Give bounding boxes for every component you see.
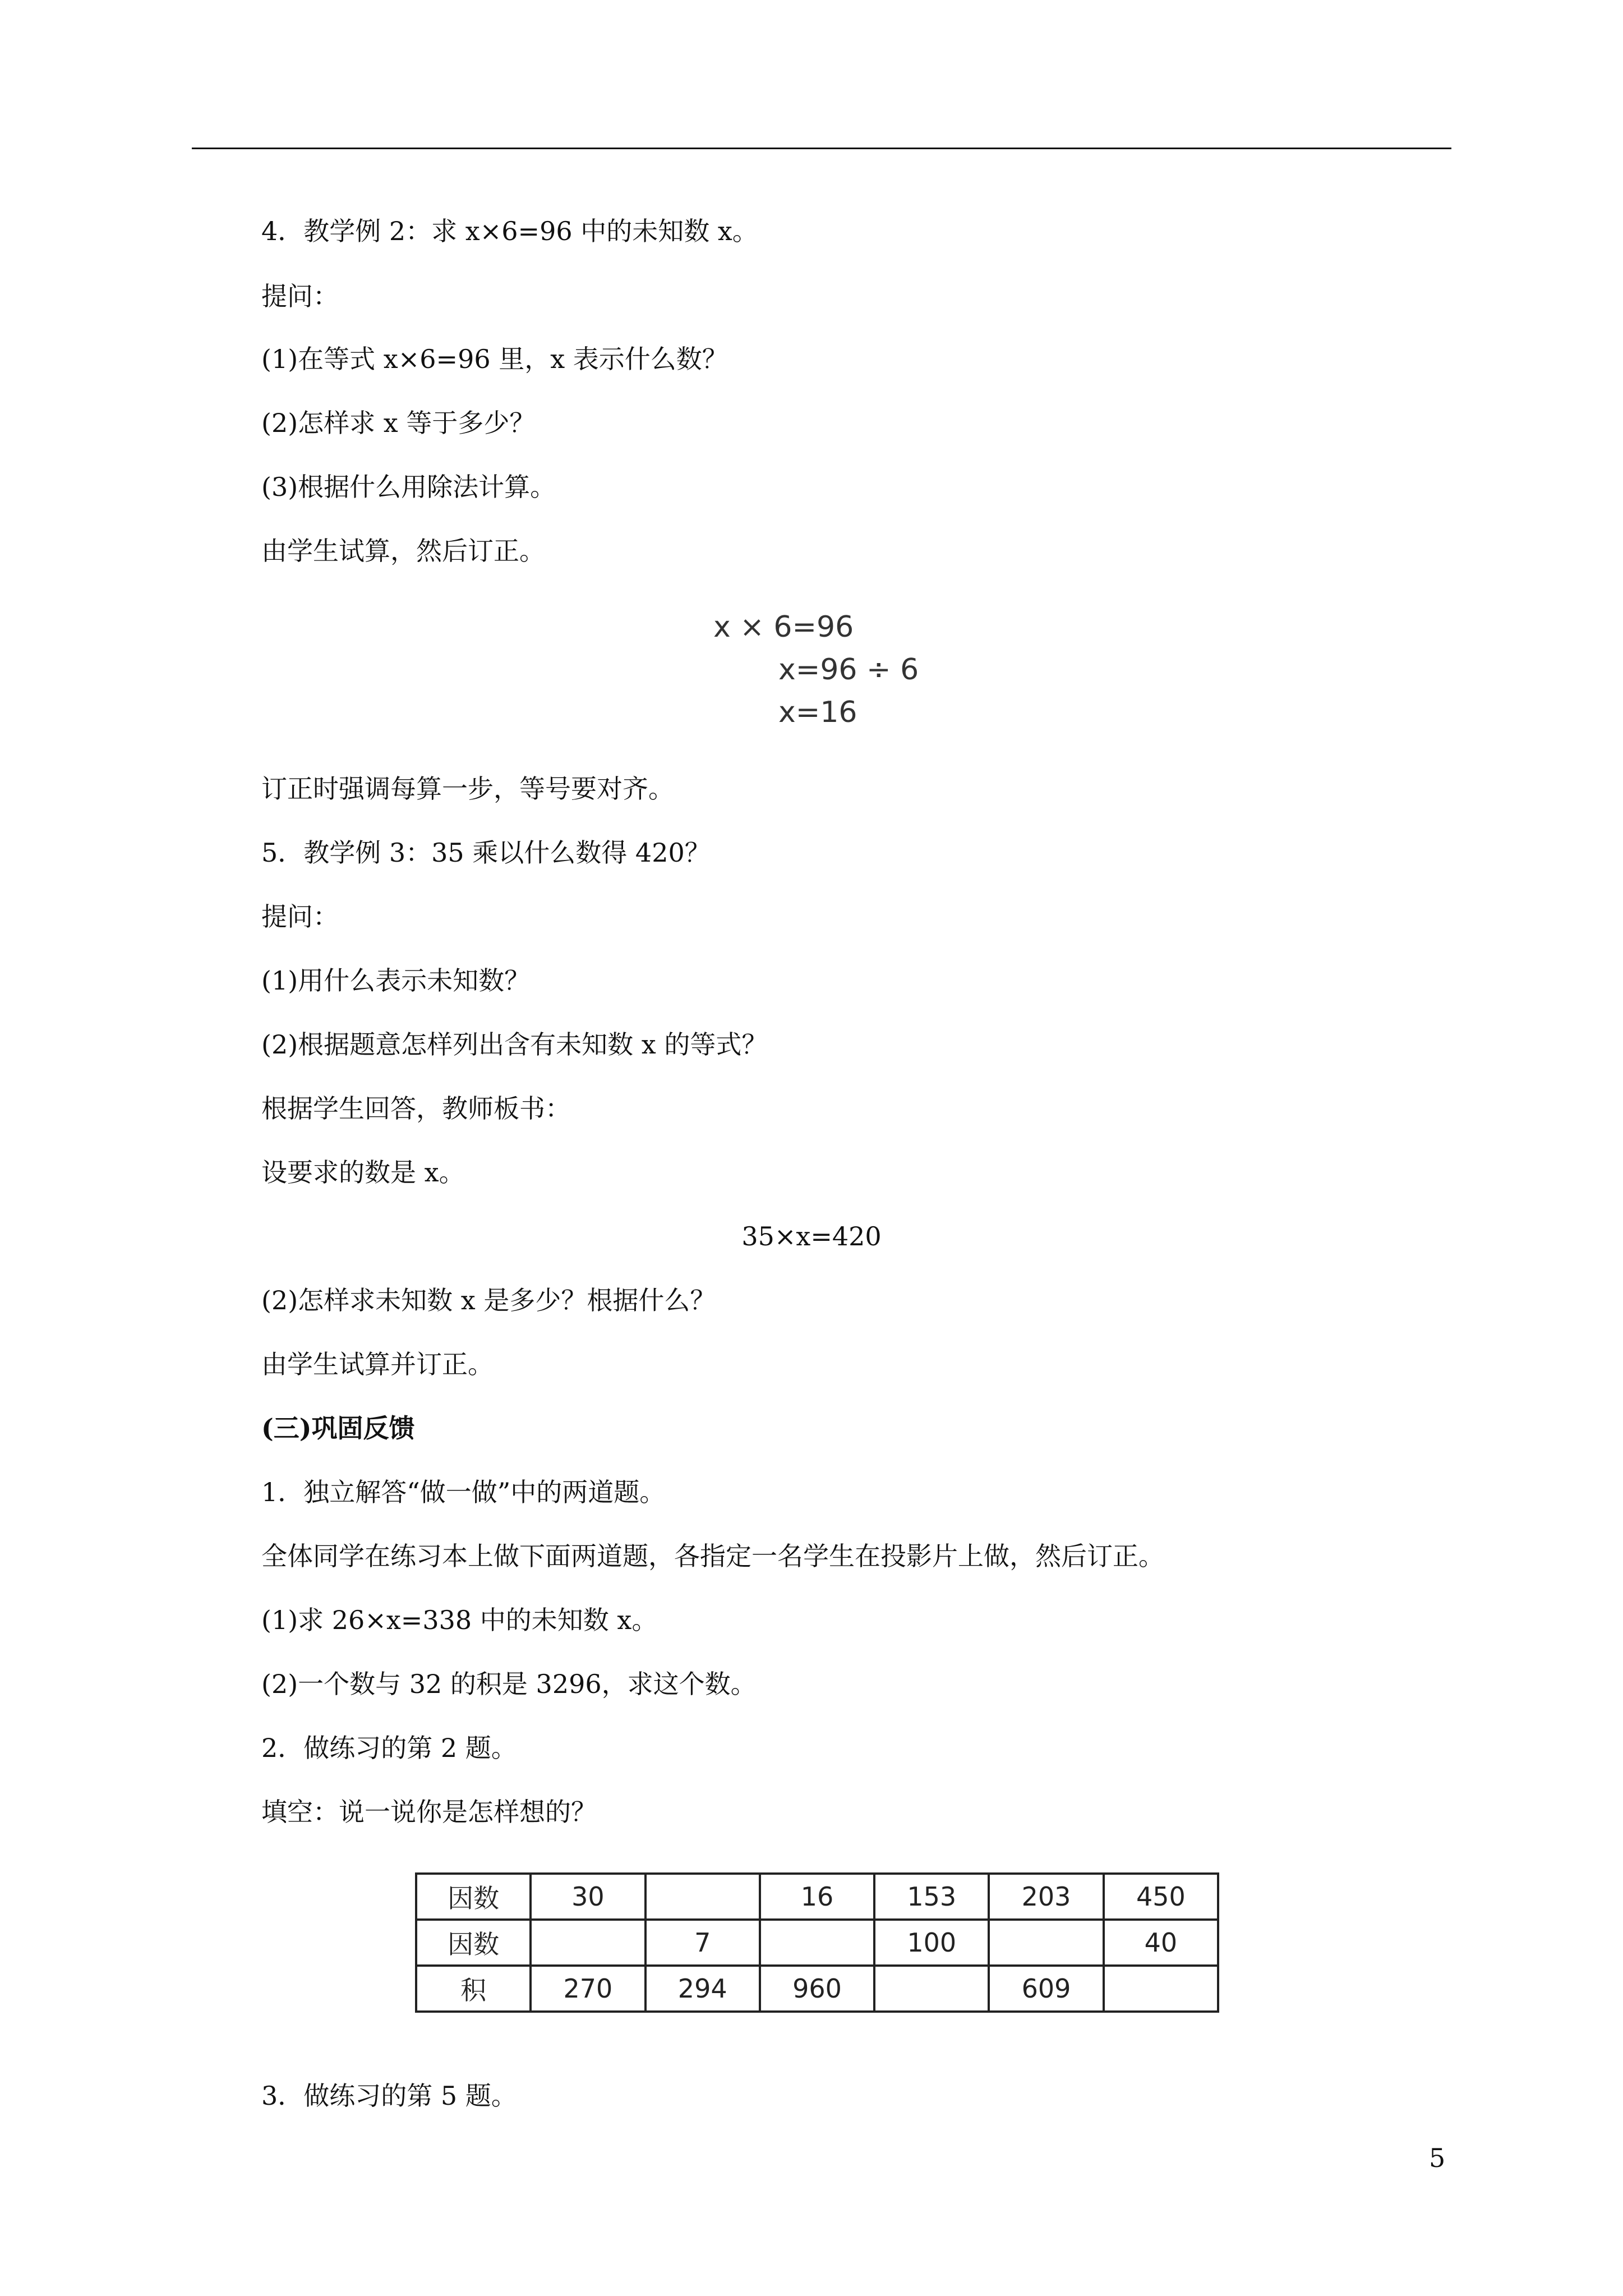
question-equation: (2)根据题意怎样列出含有未知数 x 的等式？	[261, 1029, 768, 1060]
header-rule	[192, 148, 1451, 149]
equation-35x: 35×x=420	[741, 1221, 882, 1251]
table-cell: 30	[531, 1874, 645, 1920]
table-cell: 40	[1104, 1920, 1218, 1966]
exercise-2: 2．做练习的第 2 题。	[261, 1733, 517, 1763]
table-row	[416, 1966, 1218, 2012]
question-unknown: (1)用什么表示未知数？	[261, 965, 531, 996]
teacher-board-text: 根据学生回答，教师板书：	[261, 1093, 571, 1124]
table-cell: 609	[989, 1966, 1103, 2012]
table-cell: 7	[645, 1920, 760, 1966]
question-3: (3)根据什么用除法计算。	[261, 472, 556, 502]
table-cell	[1104, 1966, 1218, 2012]
table-cell: 270	[531, 1966, 645, 2012]
exercise-1-problem-1: (1)求 26×x=338 中的未知数 x。	[261, 1605, 658, 1635]
table-cell: 16	[760, 1874, 874, 1920]
table-cell: 450	[1104, 1874, 1218, 1920]
let-x-text: 设要求的数是 x。	[261, 1157, 465, 1188]
equation-line-2: x=96 ÷ 6	[778, 653, 919, 687]
table-row	[416, 1874, 1218, 1920]
page-number: 5	[1429, 2143, 1446, 2173]
table-cell	[989, 1920, 1103, 1966]
exercise-1-problem-2: (2)一个数与 32 的积是 3296，求这个数。	[261, 1669, 757, 1699]
question-1: (1)在等式 x×6=96 里，x 表示什么数？	[261, 344, 728, 374]
exercise-1-instruction: 全体同学在练习本上做下面两道题，各指定一名学生在投影片上做，然后订正。	[261, 1541, 1164, 1571]
row-label: 积	[416, 1966, 531, 2012]
question-solve-x: (2)怎样求未知数 x 是多少？根据什么？	[261, 1285, 716, 1315]
question-label-2: 提问：	[261, 901, 339, 932]
table-cell: 100	[874, 1920, 989, 1966]
table-cell: 203	[989, 1874, 1103, 1920]
equation-line-3: x=16	[778, 696, 857, 729]
question-label: 提问：	[261, 281, 339, 311]
correction-note: 订正时强调每算一步，等号要对齐。	[261, 774, 674, 804]
table-cell	[760, 1920, 874, 1966]
table-cell: 294	[645, 1966, 760, 2012]
table-cell: 960	[760, 1966, 874, 2012]
student-trial-text: 由学生试算，然后订正。	[261, 536, 545, 566]
equation-line-1: x × 6=96	[713, 610, 854, 644]
exercise-3: 3．做练习的第 5 题。	[261, 2081, 517, 2111]
question-2: (2)怎样求 x 等于多少？	[261, 408, 536, 438]
example-3-heading: 5．教学例 3：35 乘以什么数得 420？	[261, 838, 711, 868]
table-cell	[645, 1874, 760, 1920]
table-cell: 153	[874, 1874, 989, 1920]
section-heading: (三)巩固反馈	[261, 1413, 415, 1443]
row-label: 因数	[416, 1874, 531, 1920]
student-trial-text-2: 由学生试算并订正。	[261, 1349, 494, 1379]
factor-product-table	[415, 1872, 1219, 2013]
example-2-heading: 4．教学例 2：求 x×6=96 中的未知数 x。	[261, 216, 758, 246]
table-cell	[531, 1920, 645, 1966]
exercise-1: 1．独立解答“做一做”中的两道题。	[261, 1477, 666, 1507]
row-label: 因数	[416, 1920, 531, 1966]
table-cell	[874, 1966, 989, 2012]
fill-blank-prompt: 填空：说一说你是怎样想的？	[261, 1797, 597, 1827]
table-row	[416, 1920, 1218, 1966]
